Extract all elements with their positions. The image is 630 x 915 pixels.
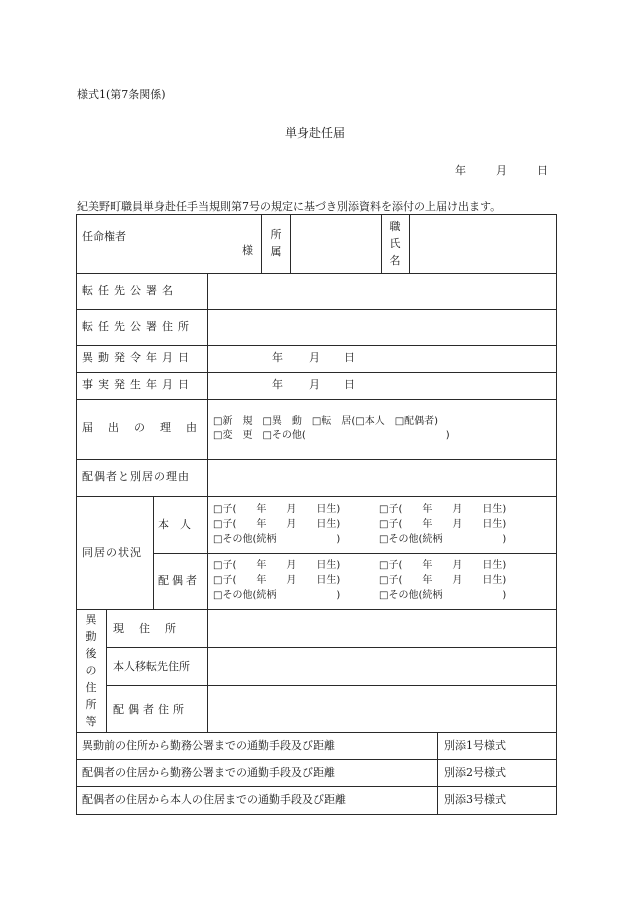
rule <box>153 553 556 554</box>
submission-date <box>455 162 548 178</box>
cohabitation-self-label: 本 人 <box>158 518 191 531</box>
appointer-honorific: 様 <box>242 244 253 257</box>
rule <box>76 399 556 400</box>
rule <box>76 609 556 610</box>
appointer-label: 任命権者 <box>82 230 126 243</box>
spouse-other-right: □その他(続柄 ) <box>379 590 507 601</box>
transfer-date-day: 日 <box>344 351 355 364</box>
reason-options-line2: □変 更 □その他( ) <box>213 430 450 441</box>
rule <box>76 309 556 310</box>
date-day: 日 <box>537 164 548 177</box>
rule <box>106 685 556 686</box>
self-children-right-2: □子( 年 月 日生) <box>379 519 507 530</box>
commute-row-3-form: 別添3号様式 <box>444 793 506 806</box>
transfer-date-year: 年 <box>272 351 283 364</box>
event-date-year: 年 <box>272 378 283 391</box>
reason-label: 届出の理由 <box>82 421 212 434</box>
reason-options-line1: □新 規 □異 動 □転 居(□本人 □配偶者) <box>213 416 439 427</box>
spouse-address-label: 配偶者住所 <box>113 703 188 716</box>
separation-reason-label: 配偶者と別居の理由 <box>82 470 190 483</box>
rule <box>76 786 556 787</box>
event-date-label: 事実発生年月日 <box>82 378 194 391</box>
rule <box>76 372 556 373</box>
commute-row-2-text: 配偶者の住居から勤務公署までの通勤手段及び距離 <box>82 766 335 779</box>
rule <box>437 732 438 814</box>
self-children-left-1: □子( 年 月 日生) <box>213 504 341 515</box>
commute-row-3-text: 配偶者の住居から本人の住居までの通勤手段及び距離 <box>82 793 346 806</box>
rule <box>106 647 556 648</box>
rule <box>76 496 556 497</box>
self-children-right-1: □子( 年 月 日生) <box>379 504 507 515</box>
intro-statement: 紀美野町職員単身赴任手当規則第7号の規定に基づき別添資料を添付の上届け出ます。 <box>77 200 502 213</box>
rule <box>207 273 208 733</box>
commute-row-1-text: 異動前の住所から勤務公署までの通勤手段及び距離 <box>82 739 335 752</box>
transfer-date-month: 月 <box>309 351 320 364</box>
current-address-label: 現 住 所 <box>113 622 178 635</box>
rule <box>76 273 556 274</box>
date-year: 年 <box>455 164 466 177</box>
event-date-month: 月 <box>309 378 320 391</box>
self-other-left: □その他(続柄 ) <box>213 534 341 545</box>
rule <box>153 496 154 610</box>
spouse-other-left: □その他(続柄 ) <box>213 590 341 601</box>
page-title: 単身赴任届 <box>284 126 345 140</box>
application-form-table <box>76 214 556 814</box>
rule <box>381 214 382 274</box>
rule <box>409 214 410 274</box>
rule <box>76 345 556 346</box>
date-month: 月 <box>496 164 507 177</box>
new-office-name-label: 転任先公署名 <box>82 284 178 297</box>
spouse-children-left-2: □子( 年 月 日生) <box>213 575 341 586</box>
cohabitation-spouse-label: 配偶者 <box>158 574 200 587</box>
commute-row-2-form: 別添2号様式 <box>444 766 506 779</box>
department-label: 所属 <box>270 228 282 258</box>
event-date-day: 日 <box>344 378 355 391</box>
transfer-date-label: 異動発令年月日 <box>82 351 194 364</box>
self-other-right: □その他(続柄 ) <box>379 534 507 545</box>
rule <box>76 759 556 760</box>
self-new-address-label: 本人移転先住所 <box>113 660 190 673</box>
rule <box>76 732 556 733</box>
rule <box>290 214 291 274</box>
spouse-children-right-1: □子( 年 月 日生) <box>379 560 507 571</box>
self-children-left-2: □子( 年 月 日生) <box>213 519 341 530</box>
cohabitation-label: 同居の状況 <box>82 546 142 559</box>
after-transfer-label: 異動後の住所等 <box>85 613 97 728</box>
rule <box>76 459 556 460</box>
commute-row-1-form: 別添1号様式 <box>444 739 506 752</box>
rule <box>106 609 107 733</box>
form-reference: 様式1(第7条関係) <box>77 88 166 101</box>
position-name-label: 職氏名 <box>389 220 401 267</box>
new-office-address-label: 転任先公署住所 <box>82 320 194 333</box>
spouse-children-left-1: □子( 年 月 日生) <box>213 560 341 571</box>
rule <box>261 214 262 274</box>
spouse-children-right-2: □子( 年 月 日生) <box>379 575 507 586</box>
